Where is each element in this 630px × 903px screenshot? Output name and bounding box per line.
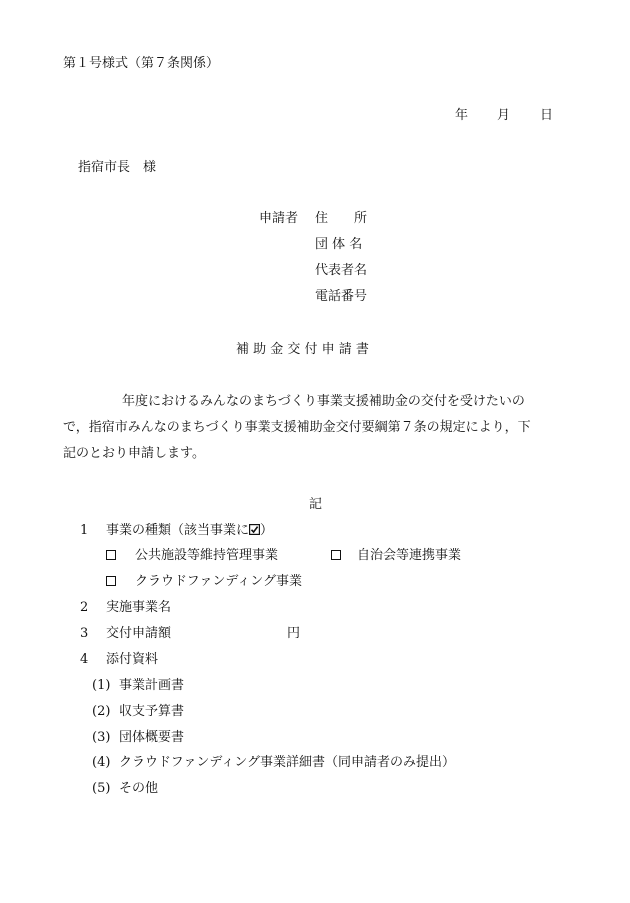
option-label-2: 自治会等連携事業 (357, 548, 462, 563)
applicant-phone-label: 電話番号 (315, 289, 368, 304)
item-2-title: 実施事業名 (106, 600, 172, 615)
attachment-3-number: (3) (92, 730, 111, 745)
item-1-number: 1 (80, 523, 89, 538)
applicant-org-label: 団 体 名 (315, 237, 363, 252)
ki-heading: 記 (309, 497, 323, 512)
body-line-1: 年度におけるみんなのまちづくり事業支援補助金の交付を受けたいの (122, 394, 525, 409)
form-number: 第１号様式（第７条関係） (63, 56, 220, 71)
attachment-2-number: (2) (92, 704, 111, 719)
item-2-number: 2 (80, 600, 89, 615)
option-checkbox-1[interactable] (106, 549, 116, 562)
option-label-1: 公共施設等維持管理事業 (135, 548, 279, 563)
attachment-5-number: (5) (92, 781, 111, 796)
option-checkbox-2[interactable] (331, 549, 341, 562)
item-4-title: 添付資料 (106, 652, 159, 667)
date-year-label: 年 (455, 108, 469, 123)
attachment-4-text: クラウドファンディング事業詳細書（同申請者のみ提出） (119, 755, 456, 770)
item-4-number: 4 (80, 652, 89, 667)
checkbox-icon (106, 550, 116, 560)
applicant-representative-label: 代表者名 (315, 263, 368, 278)
attachment-5-text: その他 (119, 781, 159, 796)
date-month-label: 月 (497, 108, 511, 123)
option-label-3: クラウドファンディング事業 (135, 574, 303, 589)
item-1-title (106, 524, 273, 537)
date-day-label: 日 (540, 108, 554, 123)
body-line-3: 記のとおり申請します。 (63, 446, 205, 461)
attachment-4-number: (4) (92, 755, 111, 770)
body-line-2: で，指宿市みんなのまちづくり事業支援補助金交付要綱第７条の規定により，下 (63, 420, 531, 435)
option-checkbox-3[interactable] (106, 575, 116, 588)
item-1-title-text: 事業の種類（該当事業に (106, 523, 250, 538)
applicant-label: 申請者 (259, 211, 299, 226)
document-title: 補 助 金 交 付 申 請 書 (236, 342, 369, 357)
attachment-2-text: 収支予算書 (119, 704, 185, 719)
addressee: 指宿市長 様 (78, 160, 157, 175)
attachment-3-text: 団体概要書 (119, 730, 185, 745)
applicant-address-label: 住 所 (315, 211, 368, 226)
attachment-1-number: (1) (92, 678, 111, 693)
item-3-title: 交付申請額 (106, 626, 172, 641)
checked-box-icon (249, 524, 260, 535)
attachment-1-text: 事業計画書 (119, 678, 185, 693)
checkbox-icon (106, 576, 116, 586)
item-3-number: 3 (80, 626, 89, 641)
yen-unit: 円 (287, 626, 301, 641)
item-1-title-close: ） (260, 523, 274, 538)
checkbox-icon (331, 550, 341, 560)
